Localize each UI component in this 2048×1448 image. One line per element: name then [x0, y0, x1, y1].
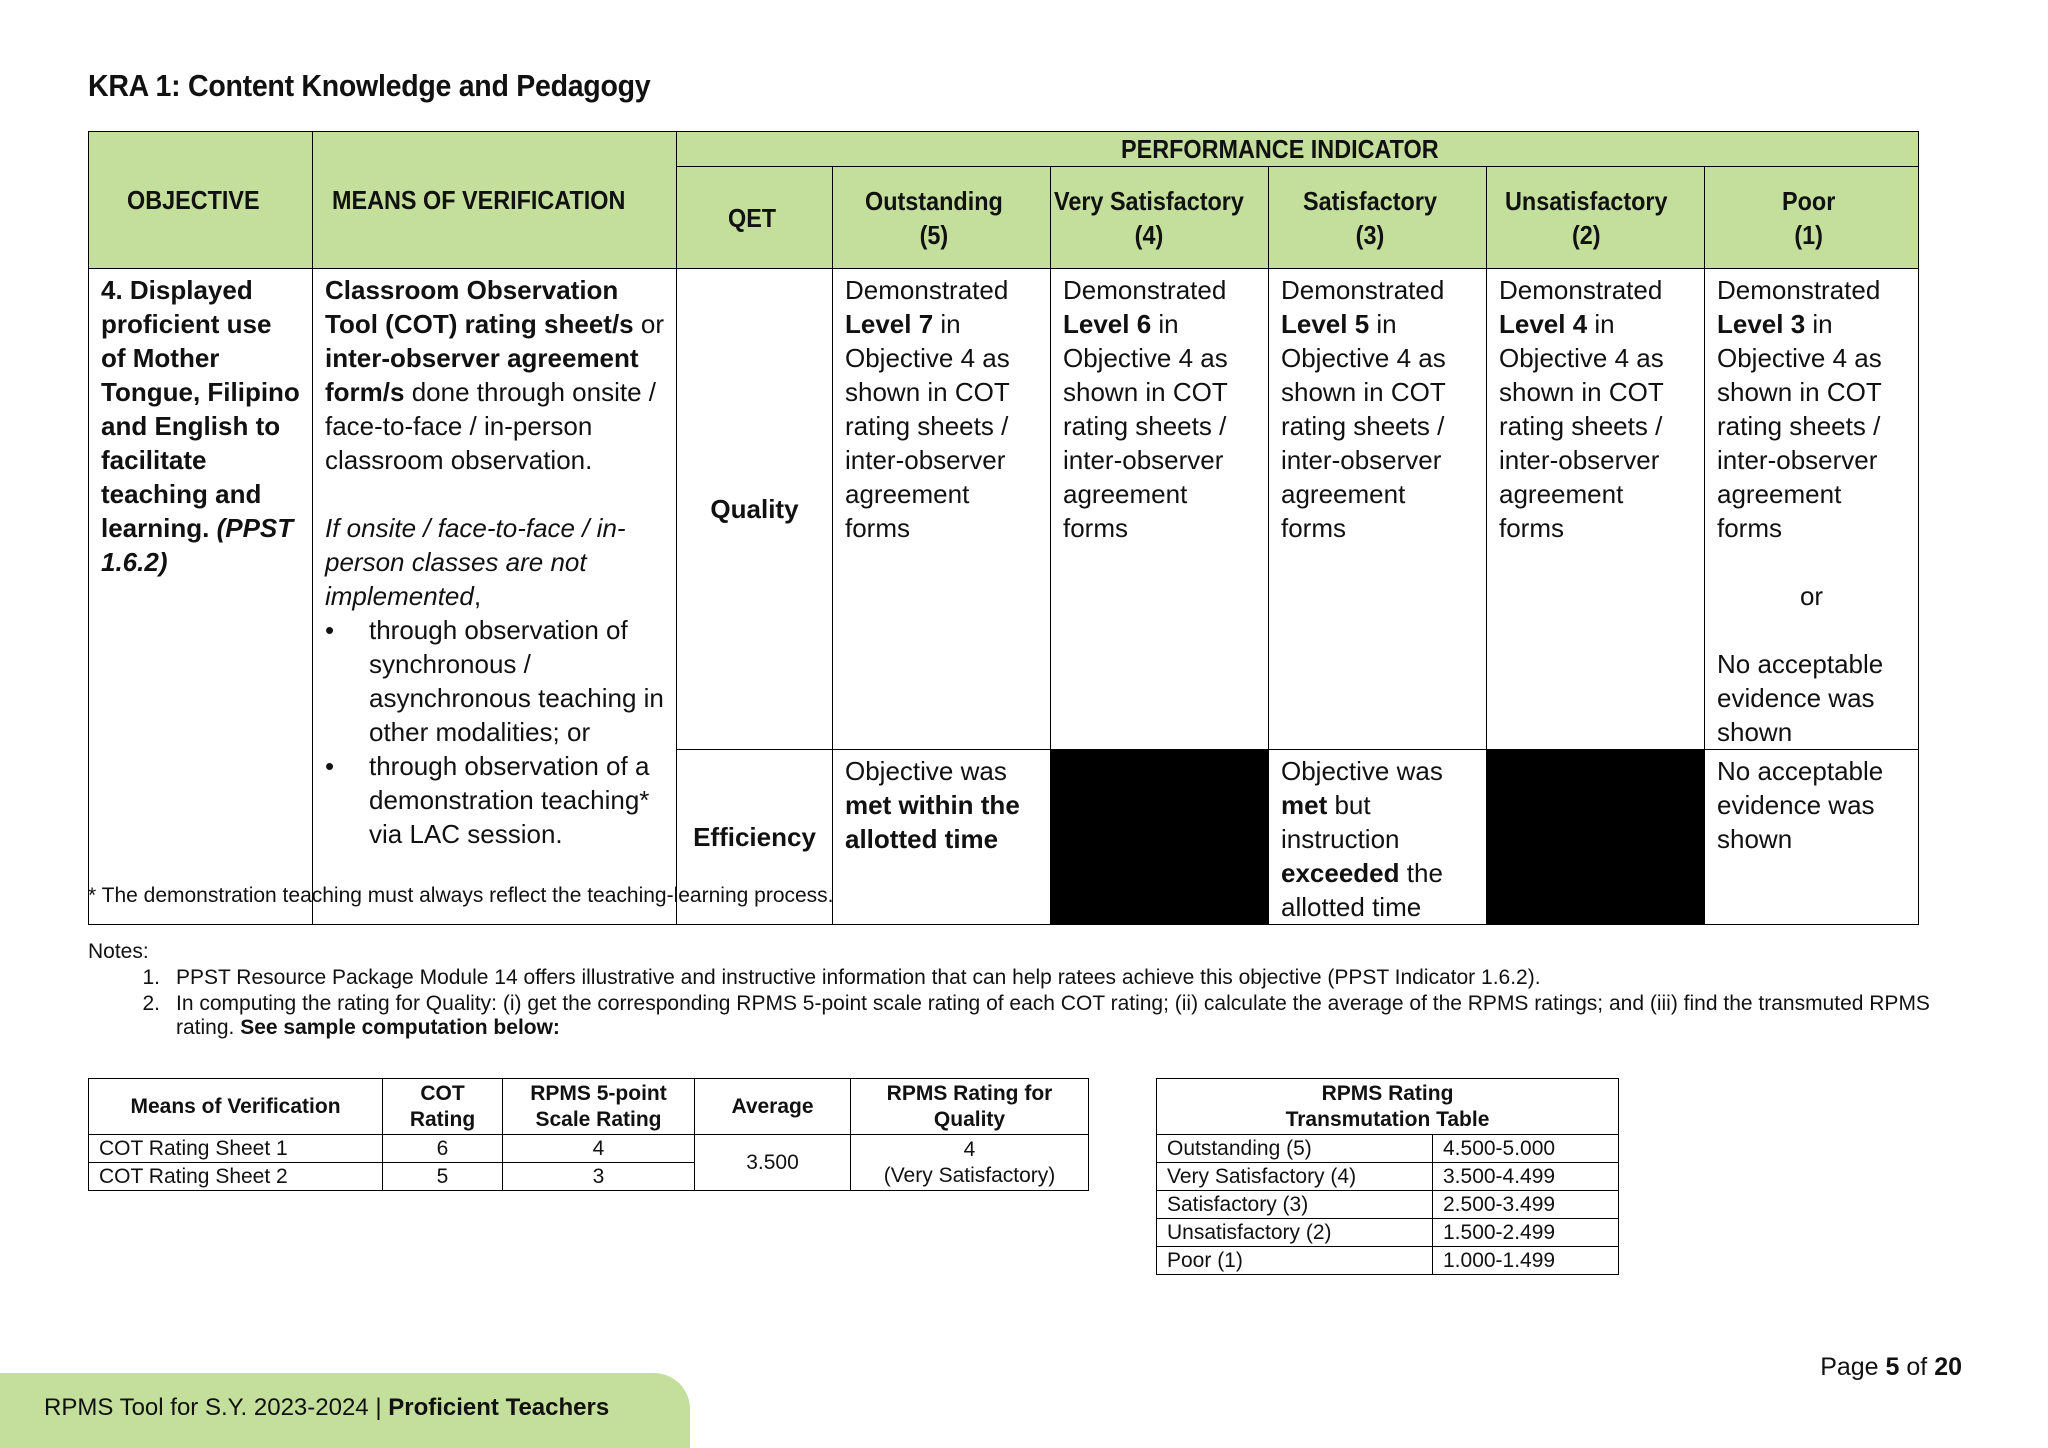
comp-row2-cot: 5 — [383, 1163, 503, 1191]
page-number: Page 5 of 20 — [1820, 1353, 1962, 1381]
objective-text: 4. Displayed proficient use of Mother Tongue, Filipino and English to facilitate teaching and learning. — [101, 275, 300, 543]
comp-header-means: Means of Verification — [89, 1079, 383, 1135]
header-level-poor: Poor (1) — [1705, 167, 1919, 269]
transmutation-row-label: Unsatisfactory (2) — [1157, 1219, 1433, 1247]
transmutation-row-range: 1.000-1.499 — [1433, 1247, 1619, 1275]
quality-satisfactory: Demonstrated Level 5 in Objective 4 as shown in COT rating sheets / inter-observer agreement forms — [1269, 269, 1487, 750]
header-objective: OBJECTIVE — [89, 132, 313, 269]
transmutation-row-label: Satisfactory (3) — [1157, 1191, 1433, 1219]
transmutation-row-range: 3.500-4.499 — [1433, 1163, 1619, 1191]
comp-rating: 4 (Very Satisfactory) — [851, 1135, 1089, 1191]
efficiency-very-satisfactory-blocked — [1051, 750, 1269, 925]
header-means-of-verification: MEANS OF VERIFICATION — [313, 132, 677, 269]
quality-very-satisfactory: Demonstrated Level 6 in Objective 4 as shown in COT rating sheets / inter-observer agreement forms — [1051, 269, 1269, 750]
means-or: or — [633, 309, 664, 339]
means-bold-interobserver: inter-observer agreement form/s — [325, 343, 639, 407]
transmutation-row-label: Outstanding (5) — [1157, 1135, 1433, 1163]
transmutation-row-range: 1.500-2.499 — [1433, 1219, 1619, 1247]
means-cell — [313, 269, 677, 925]
means-comma: , — [473, 581, 482, 611]
comp-row1-means: COT Rating Sheet 1 — [89, 1135, 383, 1163]
header-level-outstanding: Outstanding (5) — [833, 167, 1051, 269]
notes — [88, 940, 1988, 1040]
header-performance-indicator: PERFORMANCE INDICATOR — [677, 132, 1919, 167]
objective-cell — [89, 269, 313, 925]
means-bold-cot: Classroom Observation Tool (COT) rating sheet/s — [325, 275, 634, 339]
comp-row1-cot: 6 — [383, 1135, 503, 1163]
quality-poor-no-evidence: No acceptable evidence was shown — [1717, 649, 1884, 747]
transmutation-row-label: Very Satisfactory (4) — [1157, 1163, 1433, 1191]
kra-title: KRA 1: Content Knowledge and Pedagogy — [88, 68, 651, 103]
comp-row2-scale: 3 — [503, 1163, 695, 1191]
transmutation-title: RPMS Rating Transmutation Table — [1157, 1079, 1619, 1135]
footnote: * The demonstration teaching must always reflect the teaching-learning process. — [88, 884, 834, 907]
comp-header-cot: COT Rating — [383, 1079, 503, 1135]
efficiency-outstanding: Objective was met within the allotted time — [833, 750, 1051, 925]
comp-average: 3.500 — [695, 1135, 851, 1191]
note-item-1: 1. PPST Resource Package Module 14 offers illustrative and instructive information that can help ratees achieve this objective (PPST Indicator 1.6.2). — [142, 966, 1541, 989]
transmutation-row-range: 2.500-3.499 — [1433, 1191, 1619, 1219]
note-item-2: 2. In computing the rating for Quality: (i) get the corresponding RPMS 5-point scale rating of each COT rating; (ii) calculate the average of the RPMS ratings; and (iii) find the transmuted RPMS rating. See sample computation below: — [142, 992, 1930, 1039]
efficiency-poor: No acceptable evidence was shown — [1705, 750, 1919, 925]
comp-header-rating: RPMS Rating for Quality — [851, 1079, 1089, 1135]
means-italic: If onsite / face-to-face / in-person classes are not implemented — [325, 513, 626, 611]
means-bullet-1: • through observation of synchronous / asynchronous teaching in other modalities; or — [325, 615, 664, 747]
header-level-satisfactory: Satisfactory (3) — [1269, 167, 1487, 269]
notes-title: Notes: — [88, 940, 149, 963]
quality-poor-or: or — [1799, 581, 1824, 611]
header-qet: QET — [677, 167, 833, 269]
comp-row2-means: COT Rating Sheet 2 — [89, 1163, 383, 1191]
header-level-unsatisfactory: Unsatisfactory (2) — [1487, 167, 1705, 269]
means-onsite-text: done through onsite / face-to-face / in-person classroom observation. — [325, 377, 656, 475]
comp-header-scale: RPMS 5-point Scale Rating — [503, 1079, 695, 1135]
header-level-very-satisfactory: Very Satisfactory (4) — [1051, 167, 1269, 269]
objective-ref: (PPST 1.6.2) — [101, 513, 294, 577]
transmutation-row-label: Poor (1) — [1157, 1247, 1433, 1275]
performance-indicator-table — [88, 131, 1919, 925]
quality-poor: Demonstrated Level 3 in Objective 4 as shown in COT rating sheets / inter-observer agreement forms or No acceptable evidence was shown — [1705, 269, 1919, 750]
efficiency-unsatisfactory-blocked — [1487, 750, 1705, 925]
means-bullet-2: • through observation of a demonstration teaching* via LAC session. — [325, 751, 650, 849]
qet-quality: Quality — [677, 269, 833, 750]
qet-efficiency: Efficiency — [677, 750, 833, 925]
transmutation-row-range: 4.500-5.000 — [1433, 1135, 1619, 1163]
footer-text: RPMS Tool for S.Y. 2023-2024 | Proficient Teachers — [44, 1394, 610, 1421]
sample-computation-table — [88, 1078, 1089, 1191]
comp-row1-scale: 4 — [503, 1135, 695, 1163]
comp-header-average: Average — [695, 1079, 851, 1135]
quality-outstanding: Demonstrated Level 7 in Objective 4 as shown in COT rating sheets / inter-observer agreement forms — [833, 269, 1051, 750]
quality-unsatisfactory: Demonstrated Level 4 in Objective 4 as shown in COT rating sheets / inter-observer agreement forms — [1487, 269, 1705, 750]
transmutation-table — [1156, 1078, 1619, 1275]
efficiency-satisfactory: Objective was met but instruction exceeded the allotted time — [1269, 750, 1487, 925]
